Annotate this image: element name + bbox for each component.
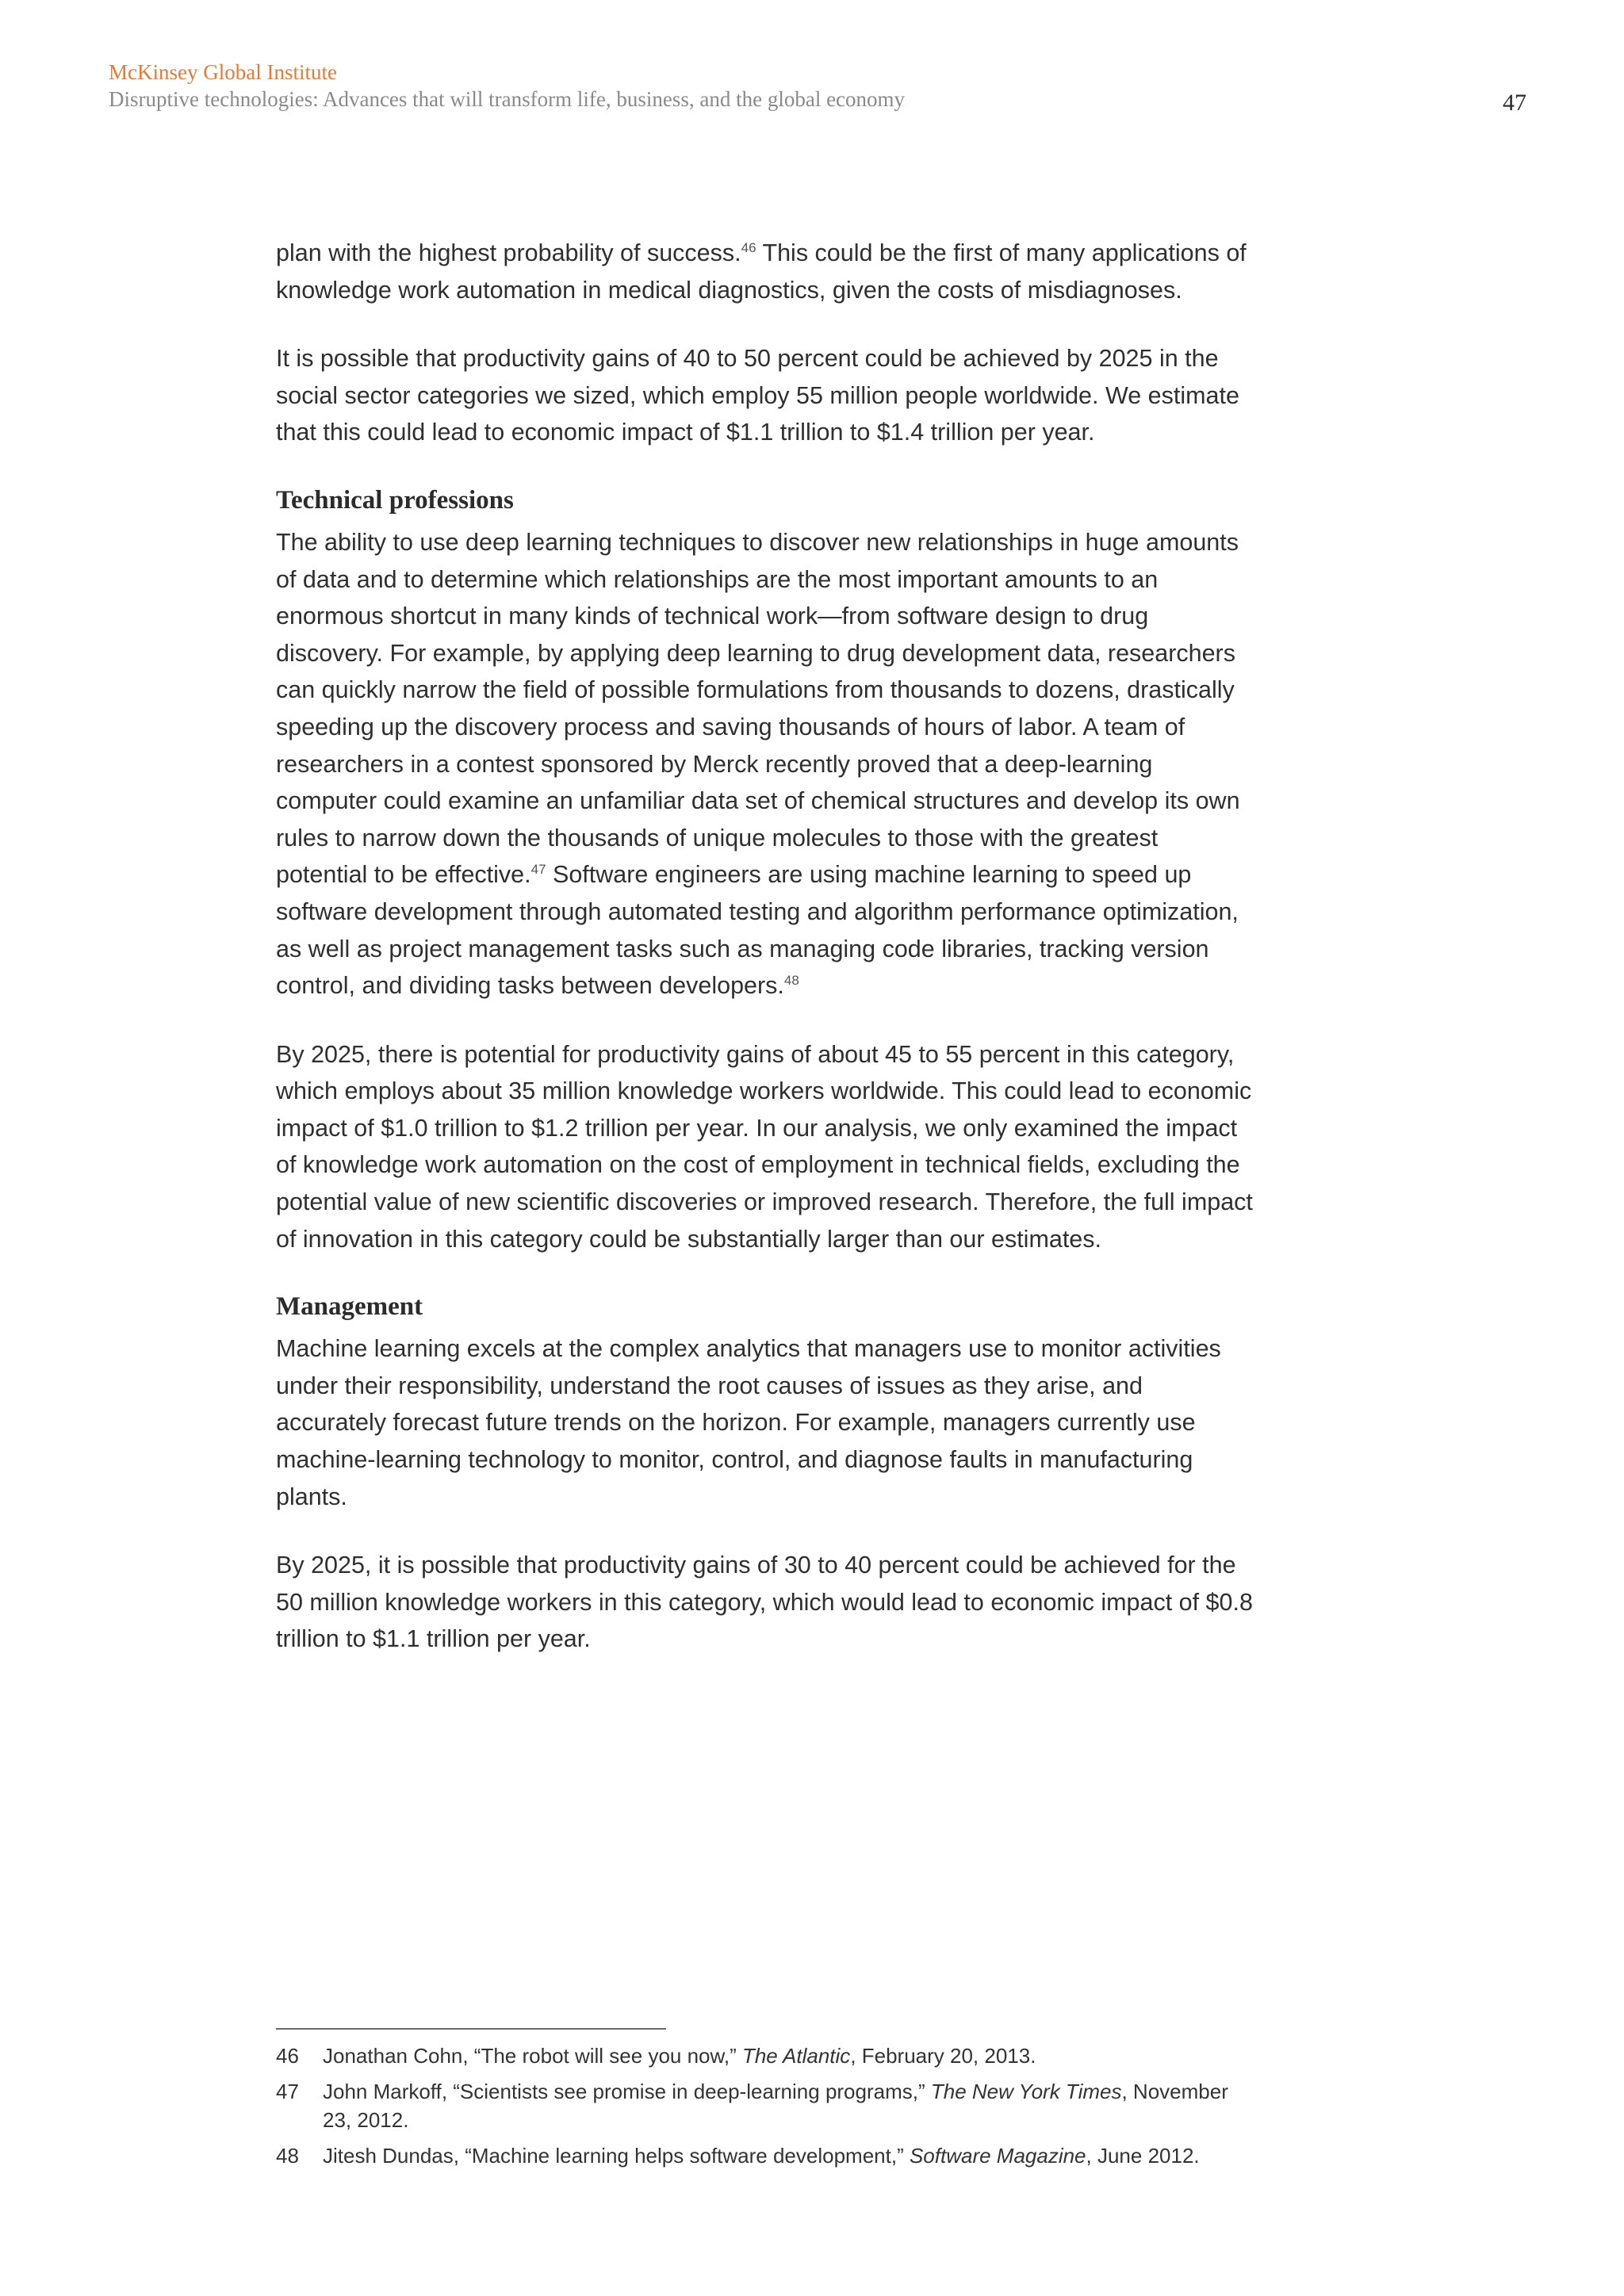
footnote-number: 47 [276,2080,299,2103]
footnote-citation: John Markoff, “Scientists see promise in deep-learning programs,” [323,2080,931,2103]
footnote-date: , November 23, 2012. [323,2080,1228,2132]
paragraph-social-sector: It is possible that productivity gains of 40 to 50 percent could be achieved by 2025 in the social sector categories we sized, which employ 55 million people worldwide. We estimate that this could lead to economic impact of $1.1 trillion to $1.4 trillion per year. [276,345,1239,446]
paragraph-text: plan with the highest probability of success. [276,239,741,266]
footnote-ref: 48 [783,972,799,988]
footnote-number: 46 [276,2044,299,2068]
footnote-text [323,2077,1255,2134]
footnote-text [323,2042,1255,2070]
footnote-source: The New York Times [930,2080,1122,2103]
paragraph-management: Machine learning excels at the complex analytics that managers use to monitor activities under their responsibility, understand the root causes of issues as they arise, and accurately forecast future trends on the horizon. For example, managers currently use machine-learning technology to monitor, control, and diagnose faults in manufacturing plants. [276,1335,1221,1510]
footnote-ref: 47 [530,862,546,878]
footnote-item [276,2141,1255,2170]
paragraph-text: Software engineers are using machine learning to speed up software development through automated testing and algorithm performance optimization, as well as project management tasks such as managing code libraries, tracking version control, and dividing tasks between developers. [276,861,1239,1000]
footnotes [276,2042,1255,2177]
footnote-citation: Jitesh Dundas, “Machine learning helps software development,” [323,2144,910,2168]
report-title: Disruptive technologies: Advances that will transform life, business, and the global economy [109,87,906,111]
footnote-item [276,2042,1255,2070]
footnote-text [323,2141,1255,2170]
page-number: 47 [1503,90,1526,116]
heading-management: Management [276,1292,423,1322]
footnote-ref: 46 [741,239,756,255]
footnote-date: , February 20, 2013. [850,2044,1036,2068]
paragraph-deep-learning [276,524,1255,1004]
footnote-item [276,2077,1255,2134]
paragraph-management-impact: By 2025, it is possible that productivity gains of 30 to 40 percent could be achieved for the 50 million knowledge workers in this category, which would lead to economic impact of $0.8 trillion to $1.1 trillion per year. [276,1552,1253,1653]
footnote-divider [276,2028,666,2030]
main-text [276,235,1255,1689]
heading-technical-professions: Technical professions [276,485,514,515]
running-header [109,59,1298,113]
paragraph-technical-impact: By 2025, there is potential for productivity gains of about 45 to 55 percent in this category, which employs about 35 million knowledge workers worldwide. This could lead to economic impact of $1.0 trillion to $1.2 trillion per year. In our analysis, we only examined the impact of knowledge work automation on the cost of employment in technical fields, excluding the potential value of new scientific discoveries or improved research. Therefore, the full impact of innovation in this category could be substantially larger than our estimates. [276,1040,1253,1253]
paragraph-text: This could be the first of many applications of knowledge work automation in medical diagnostics, given the costs of misdiagnoses. [276,239,1247,304]
footnote-citation: Jonathan Cohn, “The robot will see you now,” [323,2044,742,2068]
paragraph-diagnostics [276,235,1255,308]
footnote-date: , June 2012. [1086,2144,1200,2168]
footnote-source: Software Magazine [909,2144,1086,2168]
footnote-source: The Atlantic [741,2044,851,2068]
paragraph-text: The ability to use deep learning techniques to discover new relationships in huge amounts of data and to determine which relationships are the most important amounts to an enormous shortcut in many kinds of technical work—from software design to drug discovery. For example, by applying deep learning to drug development data, researchers can quickly narrow the field of possible formulations from thousands to dozens, drastically speeding up the discovery process and saving thousands of hours of labor. A team of researchers in a contest sponsored by Merck recently proved that a deep-learning computer could examine an unfamiliar data set of chemical structures and develop its own rules to narrow down the thousands of unique molecules to those with the greatest potential to be effective. [276,528,1240,889]
publisher-name: McKinsey Global Institute [109,60,337,84]
footnote-number: 48 [276,2144,299,2168]
